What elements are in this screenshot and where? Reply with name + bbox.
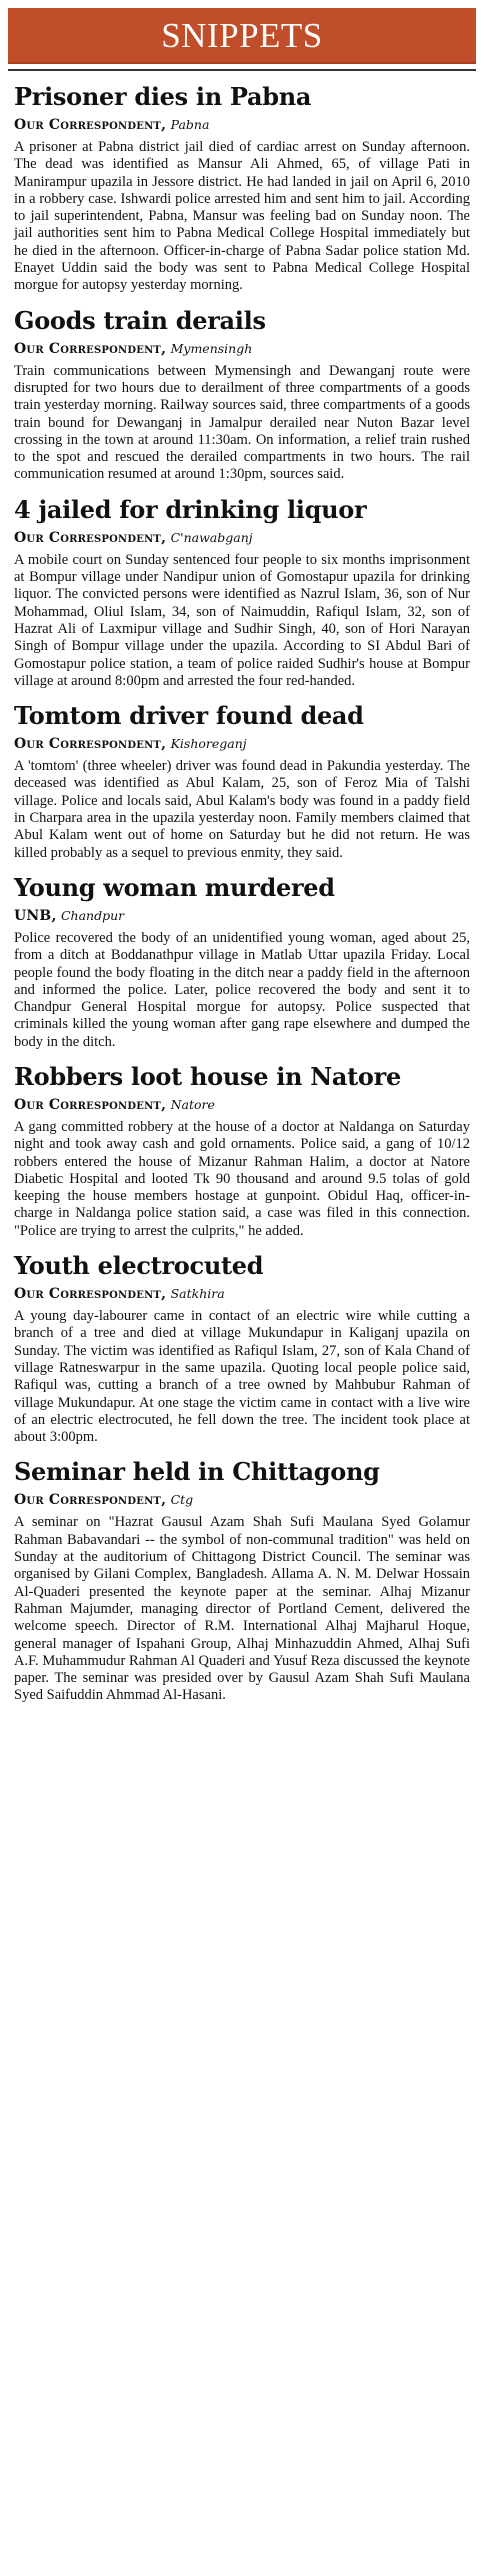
story	[8, 872, 476, 1051]
story-byline	[14, 734, 470, 754]
story-byline	[14, 339, 470, 359]
story-headline: Robbers loot house in Natore	[14, 1061, 401, 1091]
byline-location: Chandpur	[60, 907, 125, 923]
story-headline: Goods train derails	[14, 305, 266, 335]
story-body: A gang committed robbery at the house of a doctor at Naldanga on Saturday night and took away cash and gold ornaments. Police said, a gang of 10/12 robbers entered the house of Mizanur Rahman Halim, a doctor at Natore Diabetic Hospital and looted Tk 90 thousand and around 9.5 tolas of gold keeping the house members hostage at gunpoint. Obidul Haq, officer-in-charge in Naldanga police station said, a case was filed in this connection. "Police are trying to arrest the culprits," he added.	[14, 1118, 470, 1239]
story-body: A seminar on "Hazrat Gausul Azam Shah Sufi Maulana Syed Golamur Rahman Babavandari -- the symbol of non-communal tradition" was held on Sunday at the auditorium of Chittagong District Council. The seminar was organised by Gilani Complex, Bangladesh. Allama A. N. M. Delwar Hossain Al-Quaderi presented the keynote paper at the seminar. Alhaj Mizanur Rahman Majumder, managing director of Portland Cement, delivered the welcome speech. Director of R.M. International Alhaj Majharul Hoque, general manager of Ispahani Group, Alhaj Minhazuddin Ahmed, Alhaj Sufi A.F. Muhammudur Rahman Al Quaderi and Yusuf Reza discussed the keynote paper. The seminar was presided over by Gausul Azam Shah Sufi Maulana Syed Saifuddin Ahmmad Al-Hasani.	[14, 1514, 470, 1704]
story-body: A 'tomtom' (three wheeler) driver was found dead in Pakundia yesterday. The deceased was identified as Abul Kalam, 25, son of Feroz Mia of Talshi village. Police and locals said, Abul Kalam's body was found in a paddy field in Charpara area in the upazila yesterday noon. Family members claimed that Abul Kalam went out of home on Saturday but he did not return. He was killed probably as a sequel to previous enmity, they said.	[14, 758, 470, 861]
byline-author: Our Correspondent,	[14, 340, 167, 357]
story	[8, 1250, 476, 1446]
story	[8, 305, 476, 484]
story-headline: Youth electrocuted	[14, 1251, 264, 1281]
byline-location: C'nawabganj	[170, 529, 253, 545]
byline-location: Mymensingh	[170, 340, 253, 356]
story-headline: 4 jailed for drinking liquor	[14, 494, 367, 524]
byline-author: Our Correspondent,	[14, 117, 167, 133]
story-body: A young day-labourer came in contact of an electric wire while cutting a branch of a tree and died at village Mukundapur in Kaliganj upazila on Sunday. The victim was identified as Rafiqul Islam, 27, son of Kala Chand of village Ratneswarpur in the same upazila. Quoting local people police said, Rafiqul was, cutting a branch of a tree owned by Mahbubur Rahman of village Mukundapur. At one stage the victim came in contact with a live wire of an electric electrocuted, he fell down the tree. The incident took place at about 3:00pm.	[14, 1308, 470, 1446]
story	[8, 1061, 476, 1240]
byline-author: UNB,	[14, 907, 57, 924]
story	[8, 81, 476, 295]
story-byline	[14, 906, 470, 926]
byline-author: Our Correspondent,	[14, 1286, 167, 1303]
byline-location: Satkhira	[170, 1286, 225, 1302]
byline-location: Ctg	[170, 1492, 194, 1508]
byline-location: Pabna	[170, 117, 210, 132]
story-headline: Tomtom driver found dead	[14, 701, 364, 731]
story-byline	[14, 1095, 470, 1115]
story-byline	[14, 1284, 470, 1304]
byline-author: Our Correspondent,	[14, 529, 167, 546]
banner-divider	[8, 69, 476, 71]
story-headline: Seminar held in Chittagong	[14, 1457, 380, 1487]
byline-location: Natore	[170, 1096, 215, 1112]
story-byline	[14, 528, 470, 548]
byline-author: Our Correspondent,	[14, 1492, 167, 1509]
byline-author: Our Correspondent,	[14, 736, 167, 753]
story	[8, 700, 476, 862]
story-headline: Young woman murdered	[14, 872, 335, 902]
byline-location: Kishoreganj	[170, 736, 247, 752]
story-body: A mobile court on Sunday sentenced four people to six months imprisonment at Bompur village under Nandipur union of Gomostapur upazila for drinking liquor. The convicted persons were identified as Nazrul Islam, 36, son of Nur Mohammad, Oliul Islam, 34, son of Naimuddin, Rafiqul Islam, 32, son of Hazrat Ali of Laxmipur village and Sudhir Singh, 40, son of Hori Narayan Singh of Bompur village under the upazila. According to SI Abdul Bari of Gomostapur police station, a team of police raided Sudhir's house at Bompur village at around 8:00pm and arrested the four red-handed.	[14, 551, 470, 689]
story-byline	[14, 1490, 470, 1510]
byline-author: Our Correspondent,	[14, 1096, 167, 1113]
story-body: Police recovered the body of an unidentified young woman, aged about 25, from a ditch at Boddanathpur village in Matlab Uttar upazila Friday. Local people found the body floating in the ditch near a paddy field in the afternoon and informed the police. Later, police recovered the body and sent it to Chandpur General Hospital morgue for autopsy. Police suspected that criminals killed the young woman after gang rape elsewhere and dumped the body in the ditch.	[14, 929, 470, 1050]
story	[8, 494, 476, 690]
section-banner: SNIPPETS	[8, 8, 476, 64]
story-headline: Prisoner dies in Pabna	[14, 82, 312, 111]
story-byline	[14, 115, 470, 135]
story-body: A prisoner at Pabna district jail died of cardiac arrest on Sunday afternoon. The dead was identified as Mansur Ali Ahmed, 65, of village Pati in Manirampur upazila in Jessore district. He had landed in jail on April 6, 2010 in a robbery case. Ishwardi police arrested him and sent him to jail. According to jail superintendent, Pabna, Mansur was feeling bad on Sunday noon. The jail authorities sent him to Pabna Medical College Hospital immediately but he died in the afternoon. Officer-in-charge of Pabna Sadar police station Md. Enayet Uddin said the body was sent to Pabna Medical College Hospital morgue for autopsy yesterday morning.	[14, 139, 470, 294]
story-body: Train communications between Mymensingh and Dewanganj route were disrupted for two hours due to derailment of three compartments of a goods train yesterday morning. Railway sources said, three compartments of a goods train bound for Dewanganj in Jamalpur derailed near Nuton Bazar level crossing in the town at around 11:30am. On information, a relief train rushed to the spot and rescued the derailed compartments in two hours. The rail communication resumed at around 1:30pm, sources said.	[14, 362, 470, 483]
story	[8, 1456, 476, 1704]
